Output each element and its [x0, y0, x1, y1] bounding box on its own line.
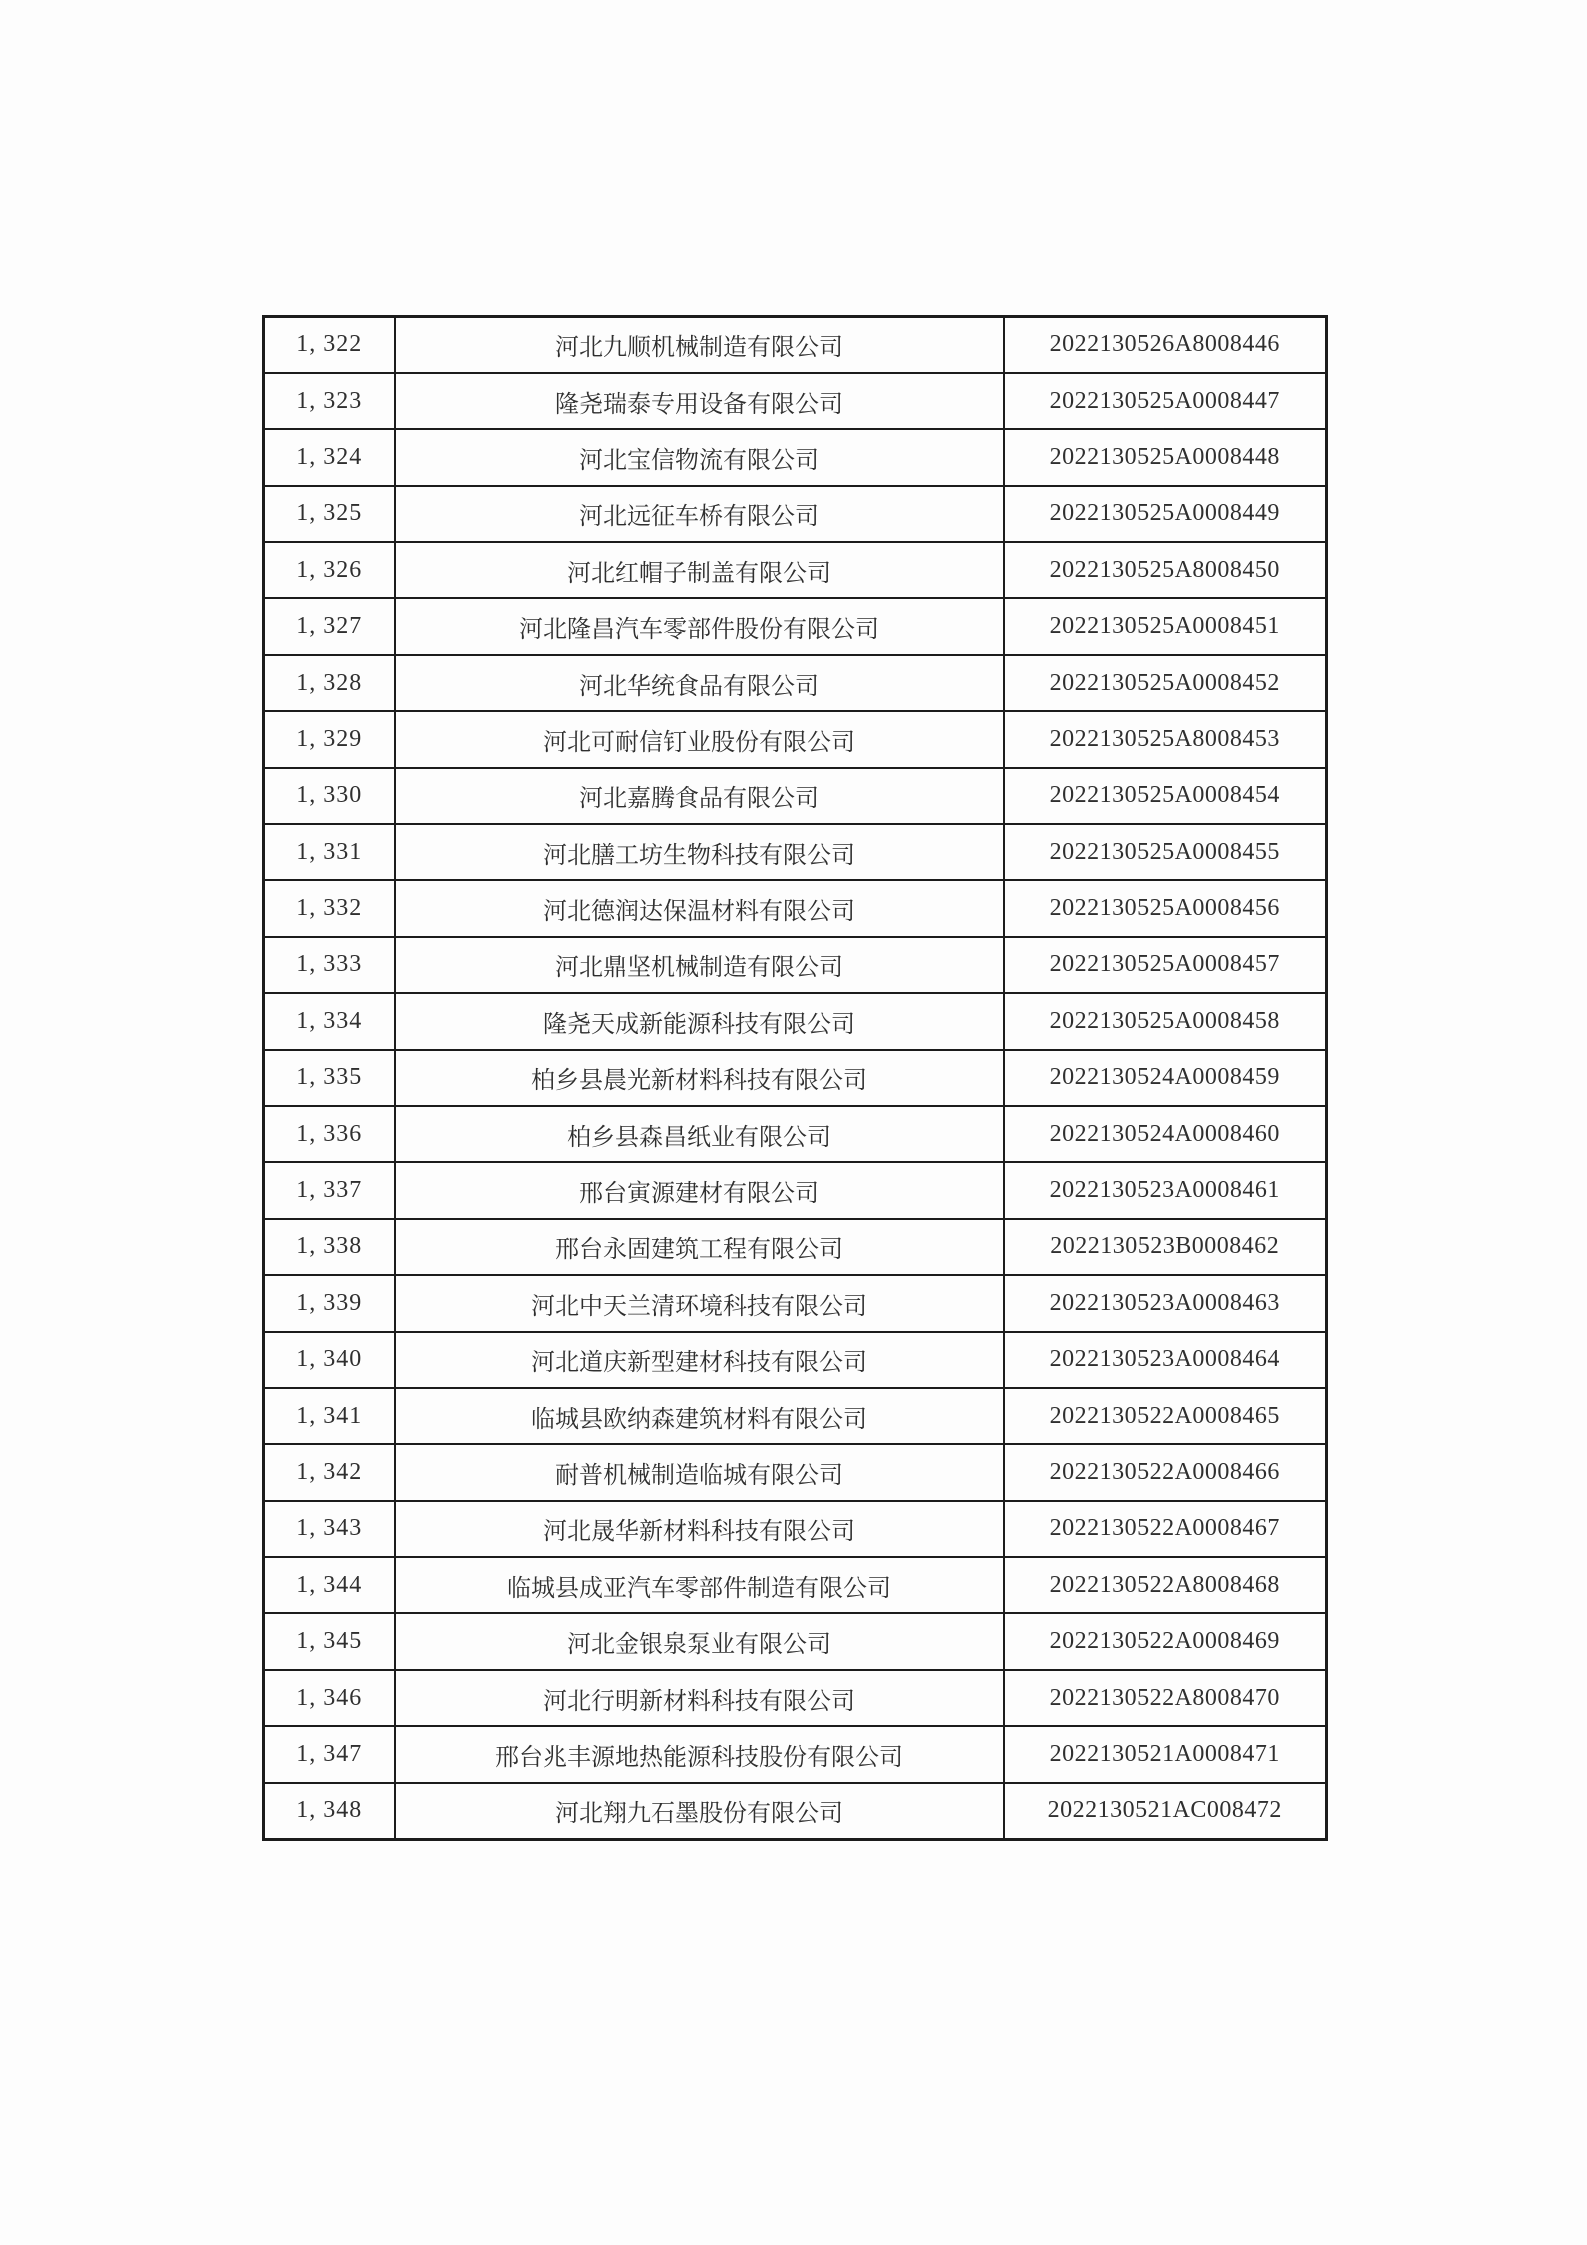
registration-code-cell: 2022130522A0008467 [1004, 1501, 1327, 1557]
row-index-cell: 1, 336 [264, 1106, 395, 1162]
company-name-cell: 河北隆昌汽车零部件股份有限公司 [395, 598, 1004, 654]
registration-code-cell: 2022130522A0008466 [1004, 1444, 1327, 1500]
registration-code-cell: 2022130525A0008457 [1004, 937, 1327, 993]
company-name-cell: 河北华统食品有限公司 [395, 655, 1004, 711]
row-index-cell: 1, 325 [264, 486, 395, 542]
company-name-cell: 河北行明新材料科技有限公司 [395, 1670, 1004, 1726]
table-row [264, 429, 1327, 485]
table-row [264, 1726, 1327, 1782]
registration-code-cell: 2022130522A8008468 [1004, 1557, 1327, 1613]
registration-code-cell: 2022130526A8008446 [1004, 317, 1327, 373]
registration-code-cell: 2022130523A0008461 [1004, 1162, 1327, 1218]
company-list-table [262, 315, 1328, 1841]
row-index-cell: 1, 327 [264, 598, 395, 654]
company-name-cell: 邢台兆丰源地热能源科技股份有限公司 [395, 1726, 1004, 1782]
company-name-cell: 隆尧瑞泰专用设备有限公司 [395, 373, 1004, 429]
company-name-cell: 河北金银泉泵业有限公司 [395, 1613, 1004, 1669]
registration-code-cell: 2022130524A0008459 [1004, 1050, 1327, 1106]
table-row [264, 1783, 1327, 1839]
row-index-cell: 1, 330 [264, 768, 395, 824]
table-row [264, 1670, 1327, 1726]
row-index-cell: 1, 323 [264, 373, 395, 429]
table-row [264, 655, 1327, 711]
company-name-cell: 耐普机械制造临城有限公司 [395, 1444, 1004, 1500]
company-name-cell: 河北德润达保温材料有限公司 [395, 880, 1004, 936]
registration-code-cell: 2022130525A0008454 [1004, 768, 1327, 824]
company-name-cell: 邢台寅源建材有限公司 [395, 1162, 1004, 1218]
row-index-cell: 1, 329 [264, 711, 395, 767]
row-index-cell: 1, 324 [264, 429, 395, 485]
company-name-cell: 邢台永固建筑工程有限公司 [395, 1219, 1004, 1275]
registration-code-cell: 2022130521A0008471 [1004, 1726, 1327, 1782]
registration-code-cell: 2022130522A0008469 [1004, 1613, 1327, 1669]
row-index-cell: 1, 345 [264, 1613, 395, 1669]
company-name-cell: 河北九顺机械制造有限公司 [395, 317, 1004, 373]
table-row [264, 542, 1327, 598]
table-row [264, 1557, 1327, 1613]
registration-code-cell: 2022130525A0008447 [1004, 373, 1327, 429]
table-row [264, 824, 1327, 880]
row-index-cell: 1, 333 [264, 937, 395, 993]
company-name-cell: 临城县成亚汽车零部件制造有限公司 [395, 1557, 1004, 1613]
row-index-cell: 1, 322 [264, 317, 395, 373]
row-index-cell: 1, 332 [264, 880, 395, 936]
table-row [264, 1501, 1327, 1557]
row-index-cell: 1, 348 [264, 1783, 395, 1839]
registration-code-cell: 2022130522A0008465 [1004, 1388, 1327, 1444]
registration-code-cell: 2022130525A0008458 [1004, 993, 1327, 1049]
company-name-cell: 河北红帽子制盖有限公司 [395, 542, 1004, 598]
company-name-cell: 河北道庆新型建材科技有限公司 [395, 1332, 1004, 1388]
table-row [264, 1275, 1327, 1331]
registration-code-cell: 2022130523A0008463 [1004, 1275, 1327, 1331]
row-index-cell: 1, 328 [264, 655, 395, 711]
company-name-cell: 河北嘉腾食品有限公司 [395, 768, 1004, 824]
table-row [264, 1332, 1327, 1388]
table-row [264, 880, 1327, 936]
table-row [264, 1050, 1327, 1106]
company-name-cell: 河北宝信物流有限公司 [395, 429, 1004, 485]
registration-code-cell: 2022130525A8008450 [1004, 542, 1327, 598]
row-index-cell: 1, 347 [264, 1726, 395, 1782]
company-name-cell: 河北晟华新材料科技有限公司 [395, 1501, 1004, 1557]
table-row [264, 1388, 1327, 1444]
table-row [264, 993, 1327, 1049]
table-row [264, 373, 1327, 429]
table-row [264, 711, 1327, 767]
company-name-cell: 柏乡县晨光新材料科技有限公司 [395, 1050, 1004, 1106]
row-index-cell: 1, 334 [264, 993, 395, 1049]
row-index-cell: 1, 337 [264, 1162, 395, 1218]
company-table-body [264, 317, 1327, 1840]
company-name-cell: 柏乡县森昌纸业有限公司 [395, 1106, 1004, 1162]
table-row [264, 1219, 1327, 1275]
row-index-cell: 1, 335 [264, 1050, 395, 1106]
row-index-cell: 1, 346 [264, 1670, 395, 1726]
company-name-cell: 河北可耐信钉业股份有限公司 [395, 711, 1004, 767]
table-row [264, 768, 1327, 824]
row-index-cell: 1, 344 [264, 1557, 395, 1613]
company-name-cell: 河北远征车桥有限公司 [395, 486, 1004, 542]
registration-code-cell: 2022130523A0008464 [1004, 1332, 1327, 1388]
registration-code-cell: 2022130522A8008470 [1004, 1670, 1327, 1726]
registration-code-cell: 2022130525A0008448 [1004, 429, 1327, 485]
registration-code-cell: 2022130525A0008451 [1004, 598, 1327, 654]
company-name-cell: 隆尧天成新能源科技有限公司 [395, 993, 1004, 1049]
company-name-cell: 河北鼎坚机械制造有限公司 [395, 937, 1004, 993]
row-index-cell: 1, 339 [264, 1275, 395, 1331]
table-row [264, 1162, 1327, 1218]
registration-code-cell: 2022130525A0008455 [1004, 824, 1327, 880]
row-index-cell: 1, 326 [264, 542, 395, 598]
company-name-cell: 河北中天兰清环境科技有限公司 [395, 1275, 1004, 1331]
row-index-cell: 1, 338 [264, 1219, 395, 1275]
registration-code-cell: 2022130525A0008449 [1004, 486, 1327, 542]
registration-code-cell: 2022130523B0008462 [1004, 1219, 1327, 1275]
registration-code-cell: 2022130525A8008453 [1004, 711, 1327, 767]
table-row [264, 1106, 1327, 1162]
table-row [264, 486, 1327, 542]
row-index-cell: 1, 343 [264, 1501, 395, 1557]
table-row [264, 937, 1327, 993]
row-index-cell: 1, 331 [264, 824, 395, 880]
company-name-cell: 临城县欧纳森建筑材料有限公司 [395, 1388, 1004, 1444]
company-name-cell: 河北膳工坊生物科技有限公司 [395, 824, 1004, 880]
registration-code-cell: 2022130521AC008472 [1004, 1783, 1327, 1839]
table-row [264, 317, 1327, 373]
row-index-cell: 1, 341 [264, 1388, 395, 1444]
registration-code-cell: 2022130525A0008452 [1004, 655, 1327, 711]
row-index-cell: 1, 340 [264, 1332, 395, 1388]
table-row [264, 598, 1327, 654]
row-index-cell: 1, 342 [264, 1444, 395, 1500]
company-name-cell: 河北翔九石墨股份有限公司 [395, 1783, 1004, 1839]
table-row [264, 1613, 1327, 1669]
registration-code-cell: 2022130525A0008456 [1004, 880, 1327, 936]
table-row [264, 1444, 1327, 1500]
registration-code-cell: 2022130524A0008460 [1004, 1106, 1327, 1162]
